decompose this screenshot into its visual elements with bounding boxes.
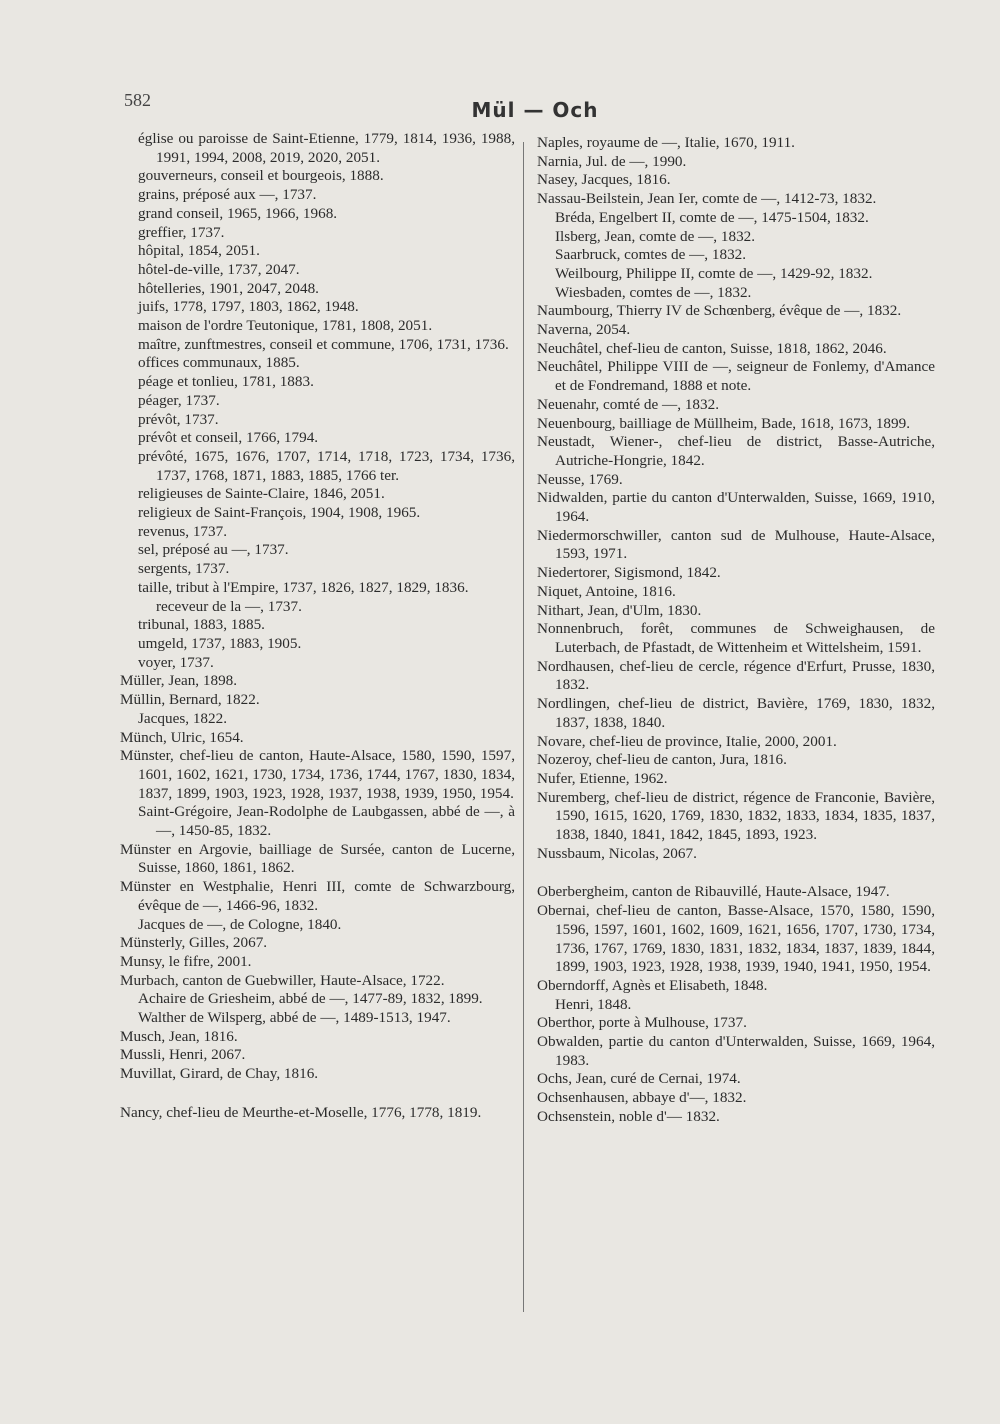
index-entry: Nuremberg, chef-lieu de district, régence de Franconie, Bavière, 1590, 1615, 1620, 1769, 1830, 1832, 1833, 1834, 1835, 1837, 1838, 1840, 1841, 1842, 1845, 1893, 1923. bbox=[537, 788, 935, 844]
index-entry: Mussli, Henri, 2067. bbox=[120, 1046, 246, 1064]
index-entry: maître, zunftmestres, conseil et commune, 1706, 1731, 1736. bbox=[138, 335, 509, 353]
index-entry: hôtelleries, 1901, 2047, 2048. bbox=[138, 279, 319, 297]
index-entry: prévôt, 1737. bbox=[138, 410, 219, 428]
index-entry: Ochs, Jean, curé de Cernai, 1974. bbox=[537, 1070, 741, 1088]
index-entry: Ochsenhausen, abbaye d'—, 1832. bbox=[537, 1089, 747, 1107]
index-entry: Nussbaum, Nicolas, 2067. bbox=[537, 844, 697, 862]
index-entry: sel, préposé au —, 1737. bbox=[138, 541, 289, 559]
right-column bbox=[537, 134, 935, 1127]
index-entry: Naples, royaume de —, Italie, 1670, 1911. bbox=[537, 134, 795, 151]
index-entry: religieuses de Sainte-Claire, 1846, 2051. bbox=[138, 485, 385, 503]
index-entry: grains, préposé aux —, 1737. bbox=[138, 186, 317, 204]
index-entry: Oberndorff, Agnès et Elisabeth, 1848. bbox=[537, 976, 768, 994]
index-entry: Ochsenstein, noble d'— 1832. bbox=[537, 1107, 720, 1125]
index-entry: gouverneurs, conseil et bourgeois, 1888. bbox=[138, 167, 384, 185]
index-entry: Neuenahr, comté de —, 1832. bbox=[537, 395, 720, 413]
index-entry: umgeld, 1737, 1883, 1905. bbox=[138, 634, 302, 652]
index-entry: péager, 1737. bbox=[138, 391, 220, 409]
index-entry: Müller, Jean, 1898. bbox=[120, 672, 238, 690]
index-entry: maison de l'ordre Teutonique, 1781, 1808, 2051. bbox=[138, 317, 433, 335]
index-entry: revenus, 1737. bbox=[138, 522, 227, 540]
index-entry: Münch, Ulric, 1654. bbox=[120, 728, 244, 746]
index-entry: Neuchâtel, chef-lieu de canton, Suisse, 1818, 1862, 2046. bbox=[537, 339, 887, 357]
index-entry: Niedertorer, Sigismond, 1842. bbox=[537, 564, 721, 582]
index-entry: Musch, Jean, 1816. bbox=[120, 1027, 238, 1045]
index-entry: Neusse, 1769. bbox=[537, 470, 623, 488]
index-entry: grand conseil, 1965, 1966, 1968. bbox=[138, 204, 338, 222]
index-entry: religieux de Saint-François, 1904, 1908, 1965. bbox=[138, 504, 421, 522]
running-head: Mül — Och bbox=[471, 98, 599, 122]
index-entry: Niquet, Antoine, 1816. bbox=[537, 582, 676, 600]
index-entry: Nonnenbruch, forêt, communes de Schweighausen, de Luterbach, de Pfastadt, de Wittenheim et Wittelsheim, 1591. bbox=[537, 620, 935, 656]
index-entry: Nidwalden, partie du canton d'Unterwalden, Suisse, 1669, 1910, 1964. bbox=[537, 489, 935, 526]
index-entry: Münster en Westphalie, Henri III, comte de Schwarzbourg, évêque de —, 1466-96, 1832. bbox=[120, 878, 515, 914]
index-entry: Neuchâtel, Philippe VIII de —, seigneur de Fonlemy, d'Amance et de Fondremand, 1888 et note. bbox=[537, 358, 935, 395]
index-entry: Walther de Wilsperg, abbé de —, 1489-1513, 1947. bbox=[138, 1009, 451, 1027]
index-entry: Henri, 1848. bbox=[555, 995, 632, 1013]
section-gap bbox=[537, 863, 935, 883]
index-entry: Oberthor, porte à Mulhouse, 1737. bbox=[537, 1014, 747, 1032]
index-entry: Oberbergheim, canton de Ribauvillé, Haute-Alsace, 1947. bbox=[537, 883, 890, 901]
index-entry: Nordlingen, chef-lieu de district, Bavière, 1769, 1830, 1832, 1837, 1838, 1840. bbox=[537, 695, 935, 731]
index-entry: greffier, 1737. bbox=[138, 223, 225, 241]
index-entry: prévôté, 1675, 1676, 1707, 1714, 1718, 1723, 1734, 1736, 1737, 1768, 1871, 1883, 1885, 1766 ter. bbox=[138, 447, 515, 484]
index-entry: taille, tribut à l'Empire, 1737, 1826, 1827, 1829, 1836. bbox=[138, 578, 469, 596]
index-entry: Bréda, Engelbert II, comte de —, 1475-1504, 1832. bbox=[555, 208, 869, 226]
index-entry: Novare, chef-lieu de province, Italie, 2000, 2001. bbox=[537, 732, 837, 750]
index-entry: Naumbourg, Thierry IV de Schœnberg, évêque de —, 1832. bbox=[537, 302, 902, 320]
index-entry: Ilsberg, Jean, comte de —, 1832. bbox=[555, 227, 756, 245]
index-entry: Nordhausen, chef-lieu de cercle, régence d'Erfurt, Prusse, 1830, 1832. bbox=[537, 657, 935, 694]
index-entry: Jacques, 1822. bbox=[138, 709, 227, 727]
index-entry: prévôt et conseil, 1766, 1794. bbox=[138, 429, 319, 447]
index-entry: Jacques de —, de Cologne, 1840. bbox=[138, 915, 342, 933]
page-number: 582 bbox=[124, 90, 151, 110]
index-entry: Nithart, Jean, d'Ulm, 1830. bbox=[537, 601, 702, 619]
index-entry: sergents, 1737. bbox=[138, 560, 230, 578]
index-entry: Narnia, Jul. de —, 1990. bbox=[537, 152, 687, 170]
index-entry: Murbach, canton de Guebwiller, Haute-Alsace, 1722. bbox=[120, 971, 445, 989]
index-entry: péage et tonlieu, 1781, 1883. bbox=[138, 373, 314, 391]
index-entry: Münster en Argovie, bailliage de Sursée, canton de Lucerne, Suisse, 1860, 1861, 1862. bbox=[120, 840, 515, 877]
section-gap bbox=[120, 1084, 515, 1104]
index-entry: Nancy, chef-lieu de Meurthe-et-Moselle, 1776, 1778, 1819. bbox=[120, 1103, 482, 1121]
index-entry: Nufer, Etienne, 1962. bbox=[537, 769, 668, 787]
index-entry: Muvillat, Girard, de Chay, 1816. bbox=[120, 1065, 319, 1083]
index-entry: Obernai, chef-lieu de canton, Basse-Alsace, 1570, 1580, 1590, 1596, 1597, 1601, 1602, 1609, 1621, 1656, 1707, 1730, 1734, 1736, 1767, 1769, 1830, 1831, 1832, 1834, 1837, 1839, 1844, 1899, 1903, 1923, 1928, 1938, 1939, 1940, 1941, 1950, 1954. bbox=[537, 902, 935, 976]
index-entry: Münsterly, Gilles, 2067. bbox=[120, 934, 268, 952]
index-entry: Achaire de Griesheim, abbé de —, 1477-89, 1832, 1899. bbox=[138, 990, 483, 1008]
index-entry: Nasey, Jacques, 1816. bbox=[537, 171, 671, 189]
index-entry: hôpital, 1854, 2051. bbox=[138, 242, 260, 260]
index-entry: receveur de la —, 1737. bbox=[156, 597, 302, 615]
index-entry: Neustadt, Wiener-, chef-lieu de district, Basse-Autriche, Autriche-Hongrie, 1842. bbox=[537, 433, 935, 469]
index-entry: voyer, 1737. bbox=[138, 653, 214, 671]
index-entry: Saint-Grégoire, Jean-Rodolphe de Laubgassen, abbé de —, à —, 1450-85, 1832. bbox=[138, 803, 515, 840]
index-entry: tribunal, 1883, 1885. bbox=[138, 616, 265, 634]
index-entry: Wiesbaden, comtes de —, 1832. bbox=[555, 283, 752, 301]
index-entry: juifs, 1778, 1797, 1803, 1862, 1948. bbox=[138, 298, 359, 316]
index-entry: offices communaux, 1885. bbox=[138, 354, 300, 372]
index-entry: Müllin, Bernard, 1822. bbox=[120, 691, 260, 709]
index-entry: Obwalden, partie du canton d'Unterwalden, Suisse, 1669, 1964, 1983. bbox=[537, 1033, 935, 1069]
index-entry: Neuenbourg, bailliage de Müllheim, Bade, 1618, 1673, 1899. bbox=[537, 414, 911, 432]
index-entry: Nozeroy, chef-lieu de canton, Jura, 1816. bbox=[537, 751, 787, 769]
index-entry: Nassau-Beilstein, Jean Ier, comte de —, 1412-73, 1832. bbox=[537, 190, 877, 208]
index-entry: Weilbourg, Philippe II, comte de —, 1429-92, 1832. bbox=[555, 264, 873, 282]
index-entry: hôtel-de-ville, 1737, 2047. bbox=[138, 260, 300, 278]
index-entry: église ou paroisse de Saint-Etienne, 1779, 1814, 1936, 1988, 1991, 1994, 2008, 2019, 2020, 2051. bbox=[138, 130, 515, 166]
column-divider bbox=[523, 142, 524, 1312]
left-column bbox=[120, 130, 515, 1123]
index-entry: Naverna, 2054. bbox=[537, 321, 631, 339]
index-entry: Münster, chef-lieu de canton, Haute-Alsace, 1580, 1590, 1597, 1601, 1602, 1621, 1730, 1734, 1736, 1744, 1767, 1830, 1834, 1837, 1899, 1903, 1923, 1928, 1937, 1938, 1939, 1950, 1954. bbox=[120, 747, 515, 802]
index-entry: Munsy, le fifre, 2001. bbox=[120, 952, 252, 970]
index-entry: Saarbruck, comtes de —, 1832. bbox=[555, 246, 747, 264]
index-entry: Niedermorschwiller, canton sud de Mulhouse, Haute-Alsace, 1593, 1971. bbox=[537, 526, 935, 563]
